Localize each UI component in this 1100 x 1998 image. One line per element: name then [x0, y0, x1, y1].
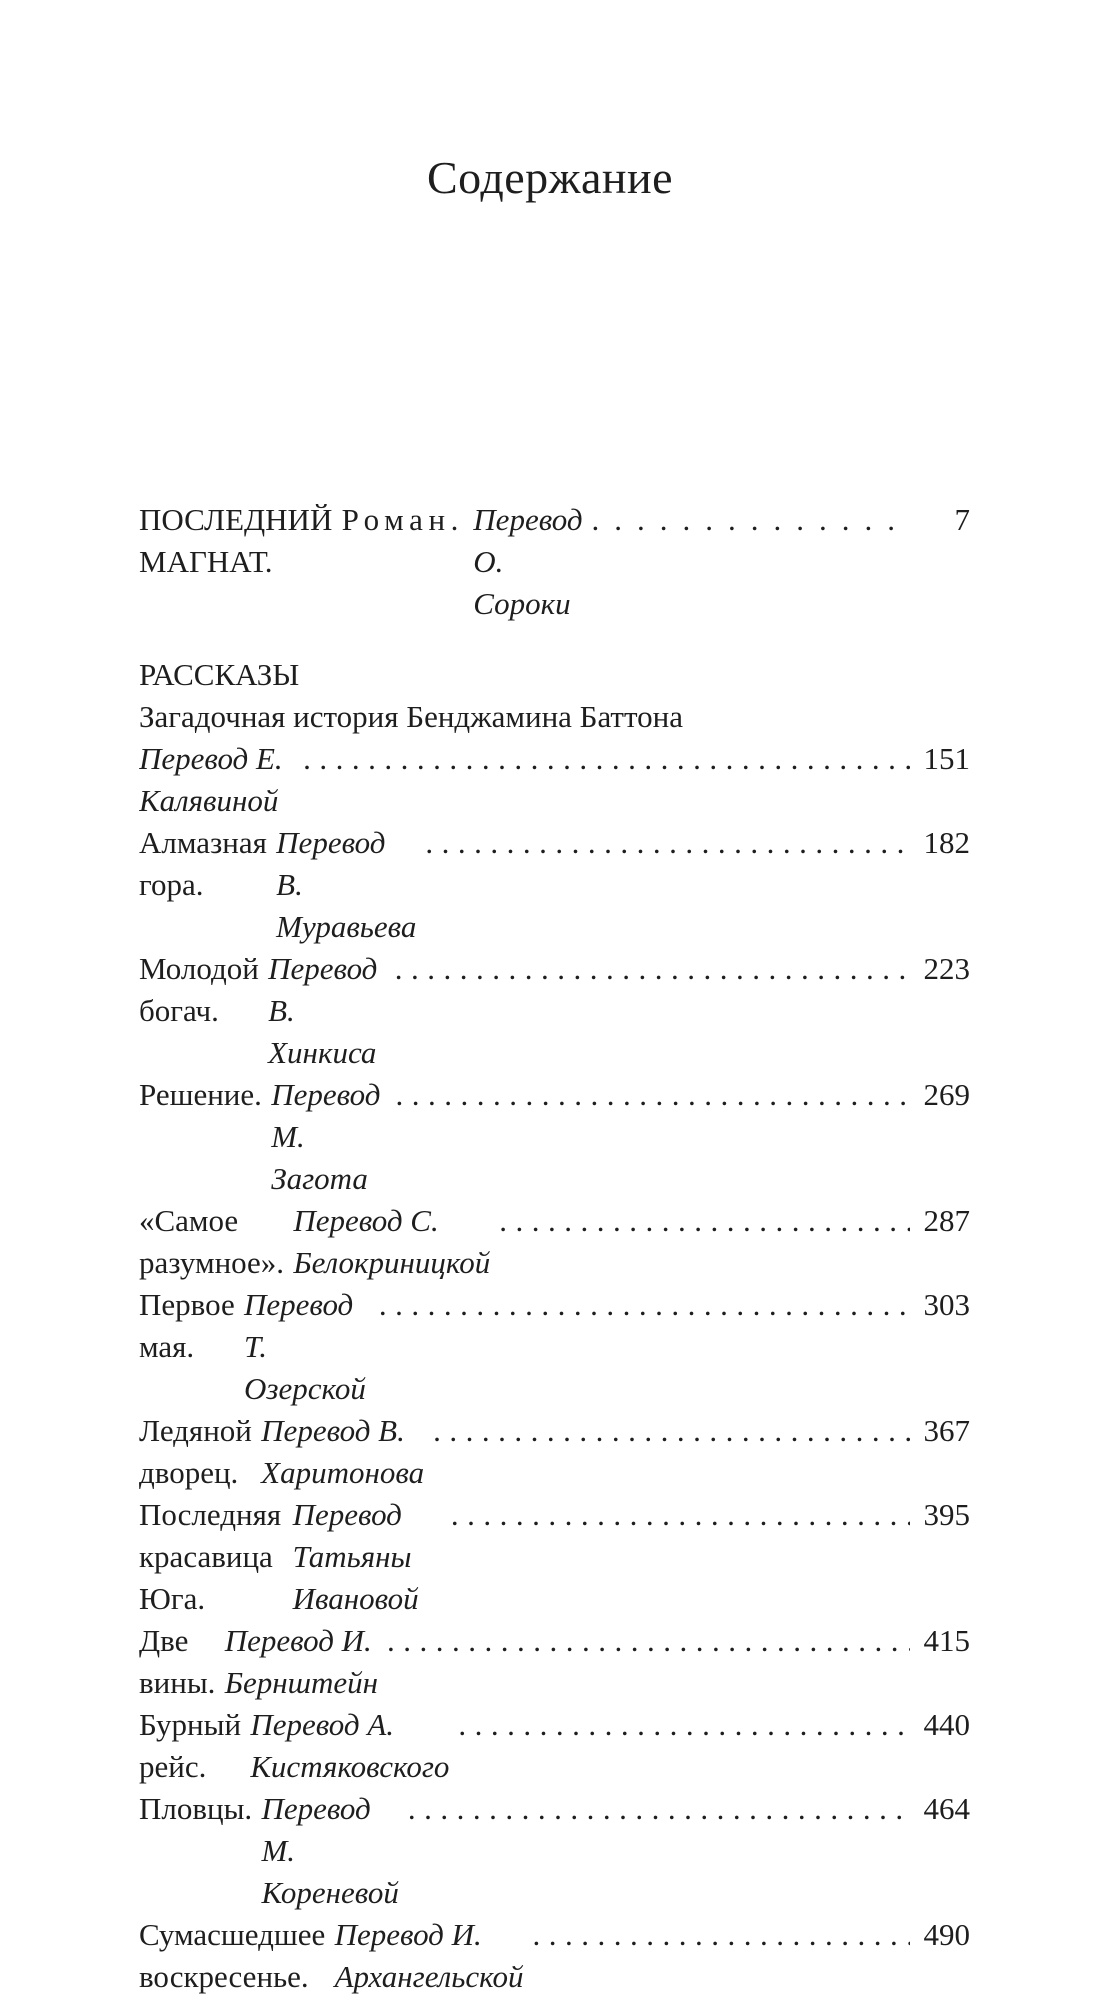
entry-page-number: 464: [910, 1788, 970, 1830]
entry-page-number: 151: [910, 738, 970, 780]
entry-page-number: 395: [910, 1494, 970, 1536]
dot-leader: [395, 948, 910, 990]
entry-translator: Перевод Е. Калявиной: [139, 741, 283, 818]
table-of-contents: [139, 499, 970, 1998]
dot-leader: [379, 1284, 910, 1326]
entry-title: Две вины.: [139, 1623, 216, 1700]
toc-entry: [139, 948, 970, 1074]
entry-translator: Перевод Татьяны Ивановой: [292, 1497, 419, 1616]
entry-translator: Перевод В. Харитонова: [261, 1413, 425, 1490]
toc-entry-title-line: [139, 696, 970, 738]
entry-genre: Роман.: [341, 502, 464, 537]
entry-title: Первое мая.: [139, 1287, 235, 1364]
toc-entry: [139, 1410, 970, 1494]
entry-page-number: 269: [910, 1074, 970, 1116]
toc-entry: [139, 1074, 970, 1200]
toc-entry: [139, 499, 970, 625]
entry-title: ПОСЛЕДНИЙ МАГНАТ.: [139, 502, 333, 579]
entry-title: Молодой богач.: [139, 951, 259, 1028]
dot-leader: [451, 1494, 910, 1536]
entry-title: Бурный рейс.: [139, 1707, 242, 1784]
entry-title: «Самое разумное».: [139, 1203, 285, 1280]
entry-translator: Перевод Т. Озерской: [244, 1287, 366, 1406]
entry-page-number: 440: [910, 1704, 970, 1746]
dot-leader: [458, 1704, 910, 1746]
entry-title: Ледяной дворец.: [139, 1413, 252, 1490]
dot-leader: [396, 1074, 910, 1116]
entry-translator: Перевод И. Бернштейн: [224, 1623, 379, 1700]
dot-leader: [592, 499, 910, 541]
entry-translator: Перевод С. Белокриницкой: [293, 1203, 491, 1280]
entry-translator: Перевод А. Кистяковского: [250, 1707, 450, 1784]
entry-translator: Перевод В. Хинкиса: [268, 951, 378, 1070]
entry-page-number: 182: [910, 822, 970, 864]
entry-title: Последняя красавица Юга.: [139, 1497, 282, 1616]
entry-title: Загадочная история Бенджамина Баттона: [139, 699, 683, 734]
entry-page-number: 415: [910, 1620, 970, 1662]
entry-page-number: 490: [910, 1914, 970, 1956]
entry-translator: Перевод И. Архангельской: [334, 1917, 524, 1994]
toc-section-heading: [139, 654, 970, 696]
toc-entry-translator-line: [139, 738, 970, 822]
dot-leader: [303, 738, 910, 780]
entry-translator: Перевод М. Кореневой: [261, 1791, 399, 1910]
entry-page-number: 303: [910, 1284, 970, 1326]
entry-title: Сумасшедшее воскресенье.: [139, 1917, 326, 1994]
toc-entry: [139, 1200, 970, 1284]
entry-translator: Перевод М. Загота: [271, 1077, 381, 1196]
page-title: Содержание: [426, 152, 674, 203]
dot-leader: [532, 1914, 910, 1956]
toc-entry: [139, 1494, 970, 1620]
dot-leader: [433, 1410, 910, 1452]
dot-leader: [408, 1788, 910, 1830]
toc-entry: [139, 1620, 970, 1704]
toc-entry: [139, 822, 970, 948]
entry-translator: Перевод О. Сороки: [473, 502, 583, 621]
entry-title: Алмазная гора.: [139, 825, 267, 902]
section-heading-label: РАССКАЗЫ: [139, 657, 300, 692]
entry-page-number: 367: [910, 1410, 970, 1452]
entry-title: Решение.: [139, 1077, 262, 1112]
entry-title: Пловцы.: [139, 1791, 253, 1826]
entry-page-number: 223: [910, 948, 970, 990]
entry-page-number: 7: [910, 499, 970, 541]
toc-entry: [139, 1914, 970, 1998]
entry-page-number: 287: [910, 1200, 970, 1242]
toc-entry: [139, 1284, 970, 1410]
toc-entry: [139, 1788, 970, 1914]
dot-leader: [387, 1620, 910, 1662]
dot-leader: [425, 822, 910, 864]
dot-leader: [499, 1200, 910, 1242]
entry-translator: Перевод В. Муравьева: [276, 825, 417, 944]
toc-entry: [139, 1704, 970, 1788]
